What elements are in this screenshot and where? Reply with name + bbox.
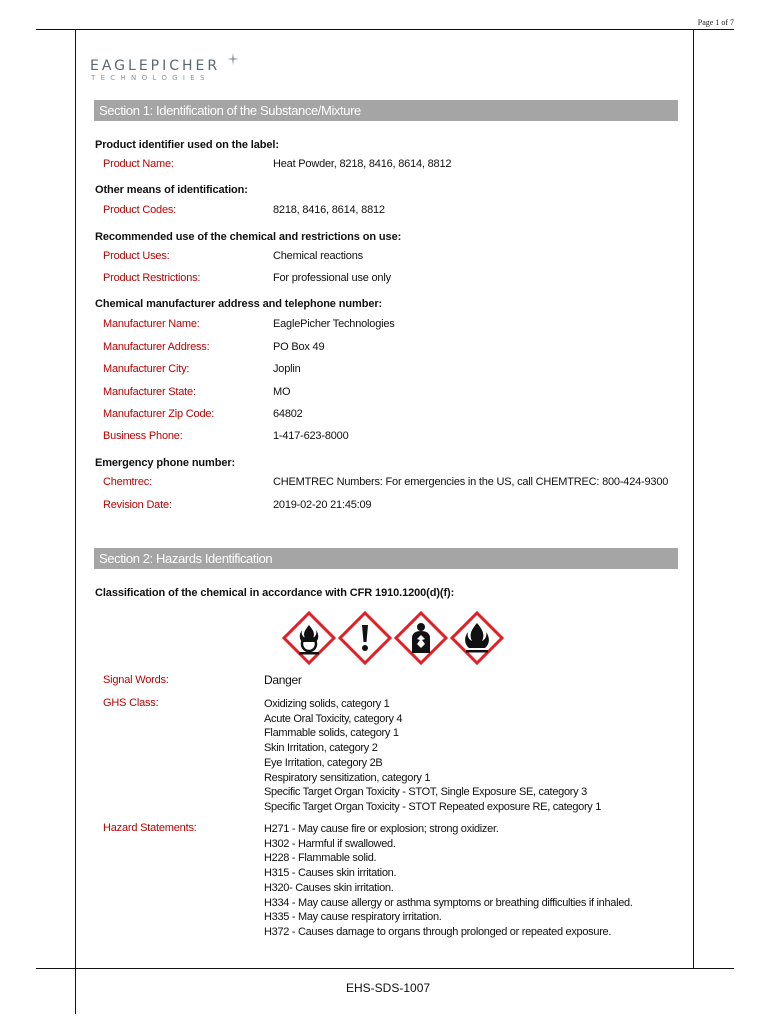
hazard-statement-item: H228 - Flammable solid.: [264, 852, 377, 865]
logo-star-icon: [227, 53, 239, 65]
heading-classification: Classification of the chemical in accordance with CFR 1910.1200(d)(f):: [95, 587, 455, 599]
value-product-name: Heat Powder, 8218, 8416, 8614, 8812: [273, 158, 452, 170]
heading-other-identification: Other means of identification:: [95, 184, 248, 196]
label-manufacturer-city: Manufacturer City:: [103, 363, 190, 375]
label-chemtrec: Chemtrec:: [103, 476, 152, 488]
label-manufacturer-state: Manufacturer State:: [103, 386, 196, 398]
hazard-statement-item: H315 - Causes skin irritation.: [264, 867, 397, 880]
hazard-statement-item: H372 - Causes damage to organs through prolonged or repeated exposure.: [264, 925, 612, 938]
value-product-uses: Chemical reactions: [273, 250, 363, 262]
value-revision-date: 2019-02-20 21:45:09: [273, 499, 372, 511]
section-1-title: Section 1: Identification of the Substance/Mixture: [94, 100, 678, 121]
ghs-class-item: Oxidizing solids, category 1: [264, 698, 390, 710]
value-manufacturer-state: MO: [273, 386, 291, 398]
value-manufacturer-address: PO Box 49: [273, 341, 325, 353]
section-2-title: Section 2: Hazards Identification: [94, 548, 678, 569]
label-business-phone: Business Phone:: [103, 430, 183, 442]
label-ghs-class: GHS Class:: [103, 697, 159, 709]
ghs-class-item: Acute Oral Toxicity, category 4: [264, 712, 403, 725]
flame-icon: [450, 611, 504, 665]
label-product-codes: Product Codes:: [103, 204, 177, 216]
heading-emergency-phone: Emergency phone number:: [95, 457, 236, 469]
value-signal-words: Danger: [264, 673, 302, 687]
value-chemtrec: CHEMTREC Numbers: For emergencies in the US, call CHEMTREC: 800-424-9300: [273, 476, 669, 488]
document-id-footer: EHS-SDS-1007: [346, 981, 431, 995]
logo-tagline: TECHNOLOGIES: [91, 74, 210, 82]
label-hazard-statements: Hazard Statements:: [103, 822, 197, 834]
label-manufacturer-name: Manufacturer Name:: [103, 318, 200, 330]
ghs-class-list: [264, 697, 601, 815]
health-hazard-icon: [394, 611, 448, 665]
value-business-phone: 1-417-623-8000: [273, 430, 349, 442]
bottom-rule: [36, 968, 734, 969]
label-manufacturer-zip: Manufacturer Zip Code:: [103, 408, 215, 420]
hazard-statement-item: H320- Causes skin irritation.: [264, 881, 394, 894]
left-margin-rule: [75, 29, 76, 1014]
label-product-name: Product Name:: [103, 158, 174, 170]
company-logo: [90, 58, 220, 82]
logo-name: EAGLEPICHER: [90, 58, 221, 74]
top-rule: [36, 29, 734, 30]
ghs-class-item: Eye Irritation, category 2B: [264, 756, 383, 769]
label-signal-words: Signal Words:: [103, 674, 169, 686]
label-manufacturer-address: Manufacturer Address:: [103, 341, 210, 353]
label-revision-date: Revision Date:: [103, 499, 172, 511]
label-product-uses: Product Uses:: [103, 250, 170, 262]
exclamation-mark-icon: [338, 611, 392, 665]
ghs-class-item: Respiratory sensitization, category 1: [264, 771, 431, 784]
hazard-statement-item: H334 - May cause allergy or asthma symptoms or breathing difficulties if inhaled.: [264, 896, 633, 909]
value-product-restrictions: For professional use only: [273, 272, 391, 284]
flame-over-circle-icon: [282, 611, 336, 665]
heading-manufacturer: Chemical manufacturer address and telephone number:: [95, 298, 383, 310]
hazard-statement-item: H271 - May cause fire or explosion; strong oxidizer.: [264, 823, 499, 835]
ghs-class-item: Specific Target Organ Toxicity - STOT Repeated exposure RE, category 1: [264, 800, 602, 813]
ghs-class-item: Flammable solids, category 1: [264, 727, 399, 740]
heading-recommended-use: Recommended use of the chemical and restrictions on use:: [95, 231, 402, 243]
ghs-class-item: Specific Target Organ Toxicity - STOT, Single Exposure SE, category 3: [264, 786, 587, 799]
value-product-codes: 8218, 8416, 8614, 8812: [273, 204, 385, 216]
heading-product-identifier: Product identifier used on the label:: [95, 139, 279, 151]
label-product-restrictions: Product Restrictions:: [103, 272, 201, 284]
hazard-statement-item: H335 - May cause respiratory irritation.: [264, 911, 442, 924]
right-margin-rule: [693, 29, 694, 968]
page-number: Page 1 of 7: [697, 18, 734, 27]
hazard-statements-list: [264, 822, 633, 940]
ghs-class-item: Skin Irritation, category 2: [264, 742, 378, 755]
value-manufacturer-name: EaglePicher Technologies: [273, 318, 395, 330]
value-manufacturer-city: Joplin: [273, 363, 301, 375]
hazard-statement-item: H302 - Harmful if swallowed.: [264, 837, 396, 850]
value-manufacturer-zip: 64802: [273, 408, 303, 420]
